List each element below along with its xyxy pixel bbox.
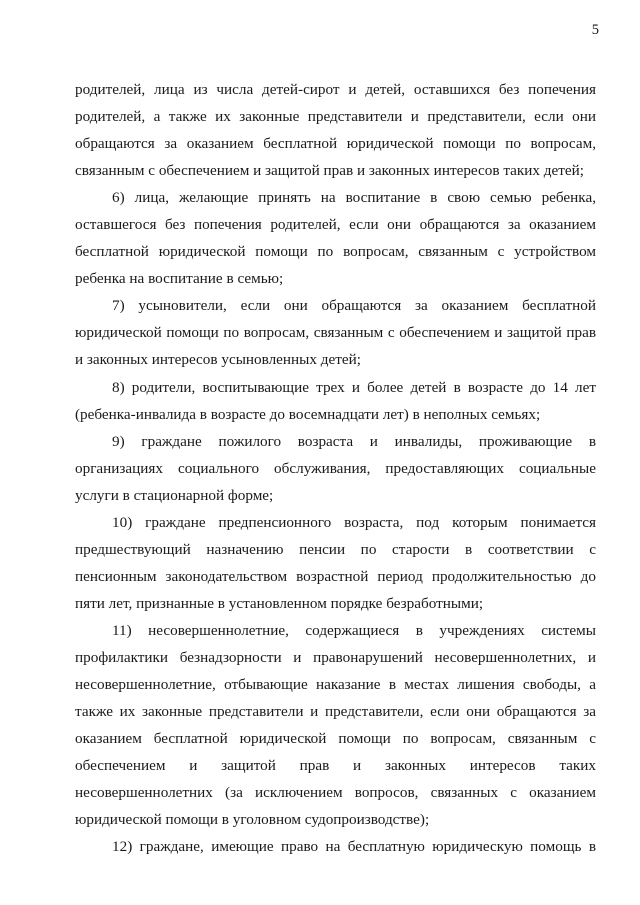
text-line: оставшегося без попечения родителей, если они обращаются за оказанием xyxy=(75,216,596,234)
text-line: также их законные представители и представители, если они обращаются за xyxy=(75,703,596,721)
text-line: родителей, а также их законные представители и представители, если они xyxy=(75,108,596,126)
text-line: пяти лет, признанные в установленном порядке безработными; xyxy=(75,594,484,612)
text-line: пенсионным законодательством возрастной период продолжительностью до xyxy=(75,567,596,585)
text-line: 7) усыновители, если они обращаются за оказанием бесплатной xyxy=(112,297,596,315)
document-body xyxy=(75,76,596,860)
text-line: юридической помощи в уголовном судопроизводстве); xyxy=(75,811,430,829)
paragraph-item-12 xyxy=(75,833,596,860)
text-line: оказанием бесплатной юридической помощи по вопросам, связанным с xyxy=(75,730,596,748)
text-line: 11) несовершеннолетние, содержащиеся в учреждениях системы xyxy=(112,621,596,639)
paragraph-continued xyxy=(75,76,596,184)
text-line: несовершеннолетних (за исключением вопросов, связанных с оказанием xyxy=(75,784,596,802)
paragraph-item-8 xyxy=(75,374,596,428)
text-line: предшествующий назначению пенсии по старости в соответствии с xyxy=(75,540,596,558)
paragraph-item-10 xyxy=(75,509,596,617)
text-line: бесплатной юридической помощи по вопросам, связанным с устройством xyxy=(75,243,596,261)
page-number: 5 xyxy=(591,22,599,38)
text-line: 12) граждане, имеющие право на бесплатную юридическую помощь в xyxy=(112,838,596,856)
text-line: несовершеннолетние, отбывающие наказание в местах лишения свободы, а xyxy=(75,676,596,694)
text-line: профилактики безнадзорности и правонарушений несовершеннолетних, и xyxy=(75,648,596,666)
text-line: 9) граждане пожилого возраста и инвалиды, проживающие в xyxy=(112,432,596,450)
text-line: услуги в стационарной форме; xyxy=(75,486,274,504)
text-line: и законных интересов усыновленных детей; xyxy=(75,351,361,369)
text-line: ребенка на воспитание в семью; xyxy=(75,270,284,288)
text-line: обращаются за оказанием бесплатной юридической помощи по вопросам, xyxy=(75,135,596,153)
text-line: связанным с обеспечением и защитой прав и законных интересов таких детей; xyxy=(75,162,584,180)
text-line: 10) граждане предпенсионного возраста, под которым понимается xyxy=(112,513,596,531)
text-line: организациях социального обслуживания, предоставляющих социальные xyxy=(75,459,596,477)
text-line: родителей, лица из числа детей-сирот и детей, оставшихся без попечения xyxy=(75,81,596,98)
paragraph-item-11 xyxy=(75,617,596,833)
text-line: (ребенка-инвалида в возрасте до восемнадцати лет) в неполных семьях; xyxy=(75,405,541,423)
paragraph-item-9 xyxy=(75,428,596,509)
text-line: 8) родители, воспитывающие трех и более детей в возрасте до 14 лет xyxy=(112,378,596,396)
text-line: обеспечением и защитой прав и законных интересов таких xyxy=(75,757,596,775)
paragraph-item-6 xyxy=(75,184,596,292)
text-line: 6) лица, желающие принять на воспитание в свою семью ребенка, xyxy=(112,189,596,207)
paragraph-item-7 xyxy=(75,292,596,373)
text-line: юридической помощи по вопросам, связанным с обеспечением и защитой прав xyxy=(75,324,596,342)
